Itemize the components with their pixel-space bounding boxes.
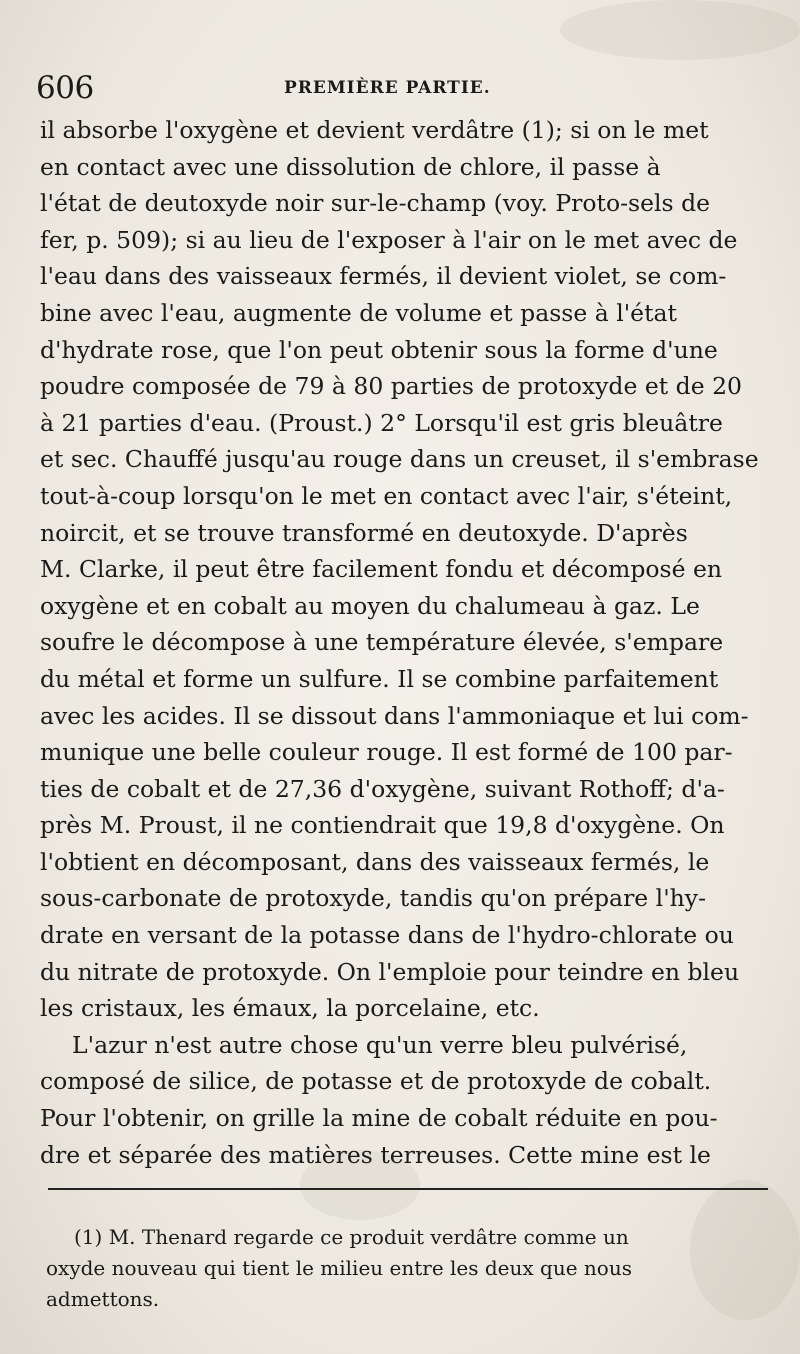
text-line: L'azur n'est autre chose qu'un verre bleu pulvérisé, (72, 1030, 688, 1059)
text-line: en contact avec une dissolution de chlore, il passe à (40, 152, 661, 181)
text-line: drate en versant de la potasse dans de l'hydro-chlorate ou (40, 921, 734, 950)
text-line: oxygène et en cobalt au moyen du chalumeau à gaz. Le (40, 591, 700, 620)
footnote-line: oxyde nouveau qui tient le milieu entre les deux que nous (46, 1256, 632, 1280)
footnote-line: (1) M. Thenard regarde ce produit verdâtre comme un (74, 1225, 629, 1249)
text-line: du nitrate de protoxyde. On l'emploie pour teindre en bleu (40, 957, 740, 986)
text-line: tout-à-coup lorsqu'on le met en contact avec l'air, s'éteint, (40, 481, 733, 510)
text-line: munique une belle couleur rouge. Il est formé de 100 par- (40, 738, 733, 767)
text-line: d'hydrate rose, que l'on peut obtenir sous la forme d'une (40, 335, 718, 364)
footnote-rule (48, 1188, 768, 1190)
text-line: fer, p. 509); si au lieu de l'exposer à l'air on le met avec de (40, 225, 738, 254)
text-line: poudre composée de 79 à 80 parties de protoxyde et de 20 (40, 372, 742, 401)
paper-stain (560, 0, 800, 60)
page-header (36, 66, 766, 110)
text-line: l'obtient en décomposant, dans des vaisseaux fermés, le (40, 847, 710, 876)
text-line: Pour l'obtenir, on grille la mine de cobalt réduite en pou- (40, 1104, 718, 1133)
text-line: bine avec l'eau, augmente de volume et passe à l'état (40, 298, 677, 327)
body-text (40, 112, 760, 1173)
text-line: du métal et forme un sulfure. Il se combine parfaitement (40, 664, 719, 693)
page-number: 606 (36, 70, 94, 106)
footnote-line: admettons. (46, 1287, 160, 1311)
text-line: et sec. Chauffé jusqu'au rouge dans un creuset, il s'embrase (40, 445, 759, 474)
text-line: avec les acides. Il se dissout dans l'ammoniaque et lui com- (40, 701, 749, 730)
text-line: composé de silice, de potasse et de protoxyde de cobalt. (40, 1067, 712, 1096)
text-line: à 21 parties d'eau. (Proust.) 2° Lorsqu'il est gris bleuâtre (40, 408, 723, 437)
text-line: ties de cobalt et de 27,36 d'oxygène, suivant Rothoff; d'a- (40, 774, 725, 803)
text-line: l'eau dans des vaisseaux fermés, il devient violet, se com- (40, 262, 727, 291)
text-line: il absorbe l'oxygène et devient verdâtre (1); si on le met (40, 116, 709, 144)
text-line: soufre le décompose à une température élevée, s'empare (40, 628, 724, 657)
text-line: l'état de deutoxyde noir sur-le-champ (voy. Proto-sels de (40, 189, 711, 218)
footnote (46, 1222, 768, 1315)
text-line: dre et séparée des matières terreuses. Cette mine est le (40, 1140, 711, 1169)
text-line: sous-carbonate de protoxyde, tandis qu'on prépare l'hy- (40, 884, 707, 913)
running-head: PREMIÈRE PARTIE. (284, 78, 491, 98)
text-line: près M. Proust, il ne contiendrait que 19,8 d'oxygène. On (40, 811, 725, 840)
text-line: noircit, et se trouve transformé en deutoxyde. D'après (40, 518, 688, 547)
text-line: les cristaux, les émaux, la porcelaine, etc. (40, 994, 540, 1023)
text-line: M. Clarke, il peut être facilement fondu et décomposé en (40, 555, 723, 584)
